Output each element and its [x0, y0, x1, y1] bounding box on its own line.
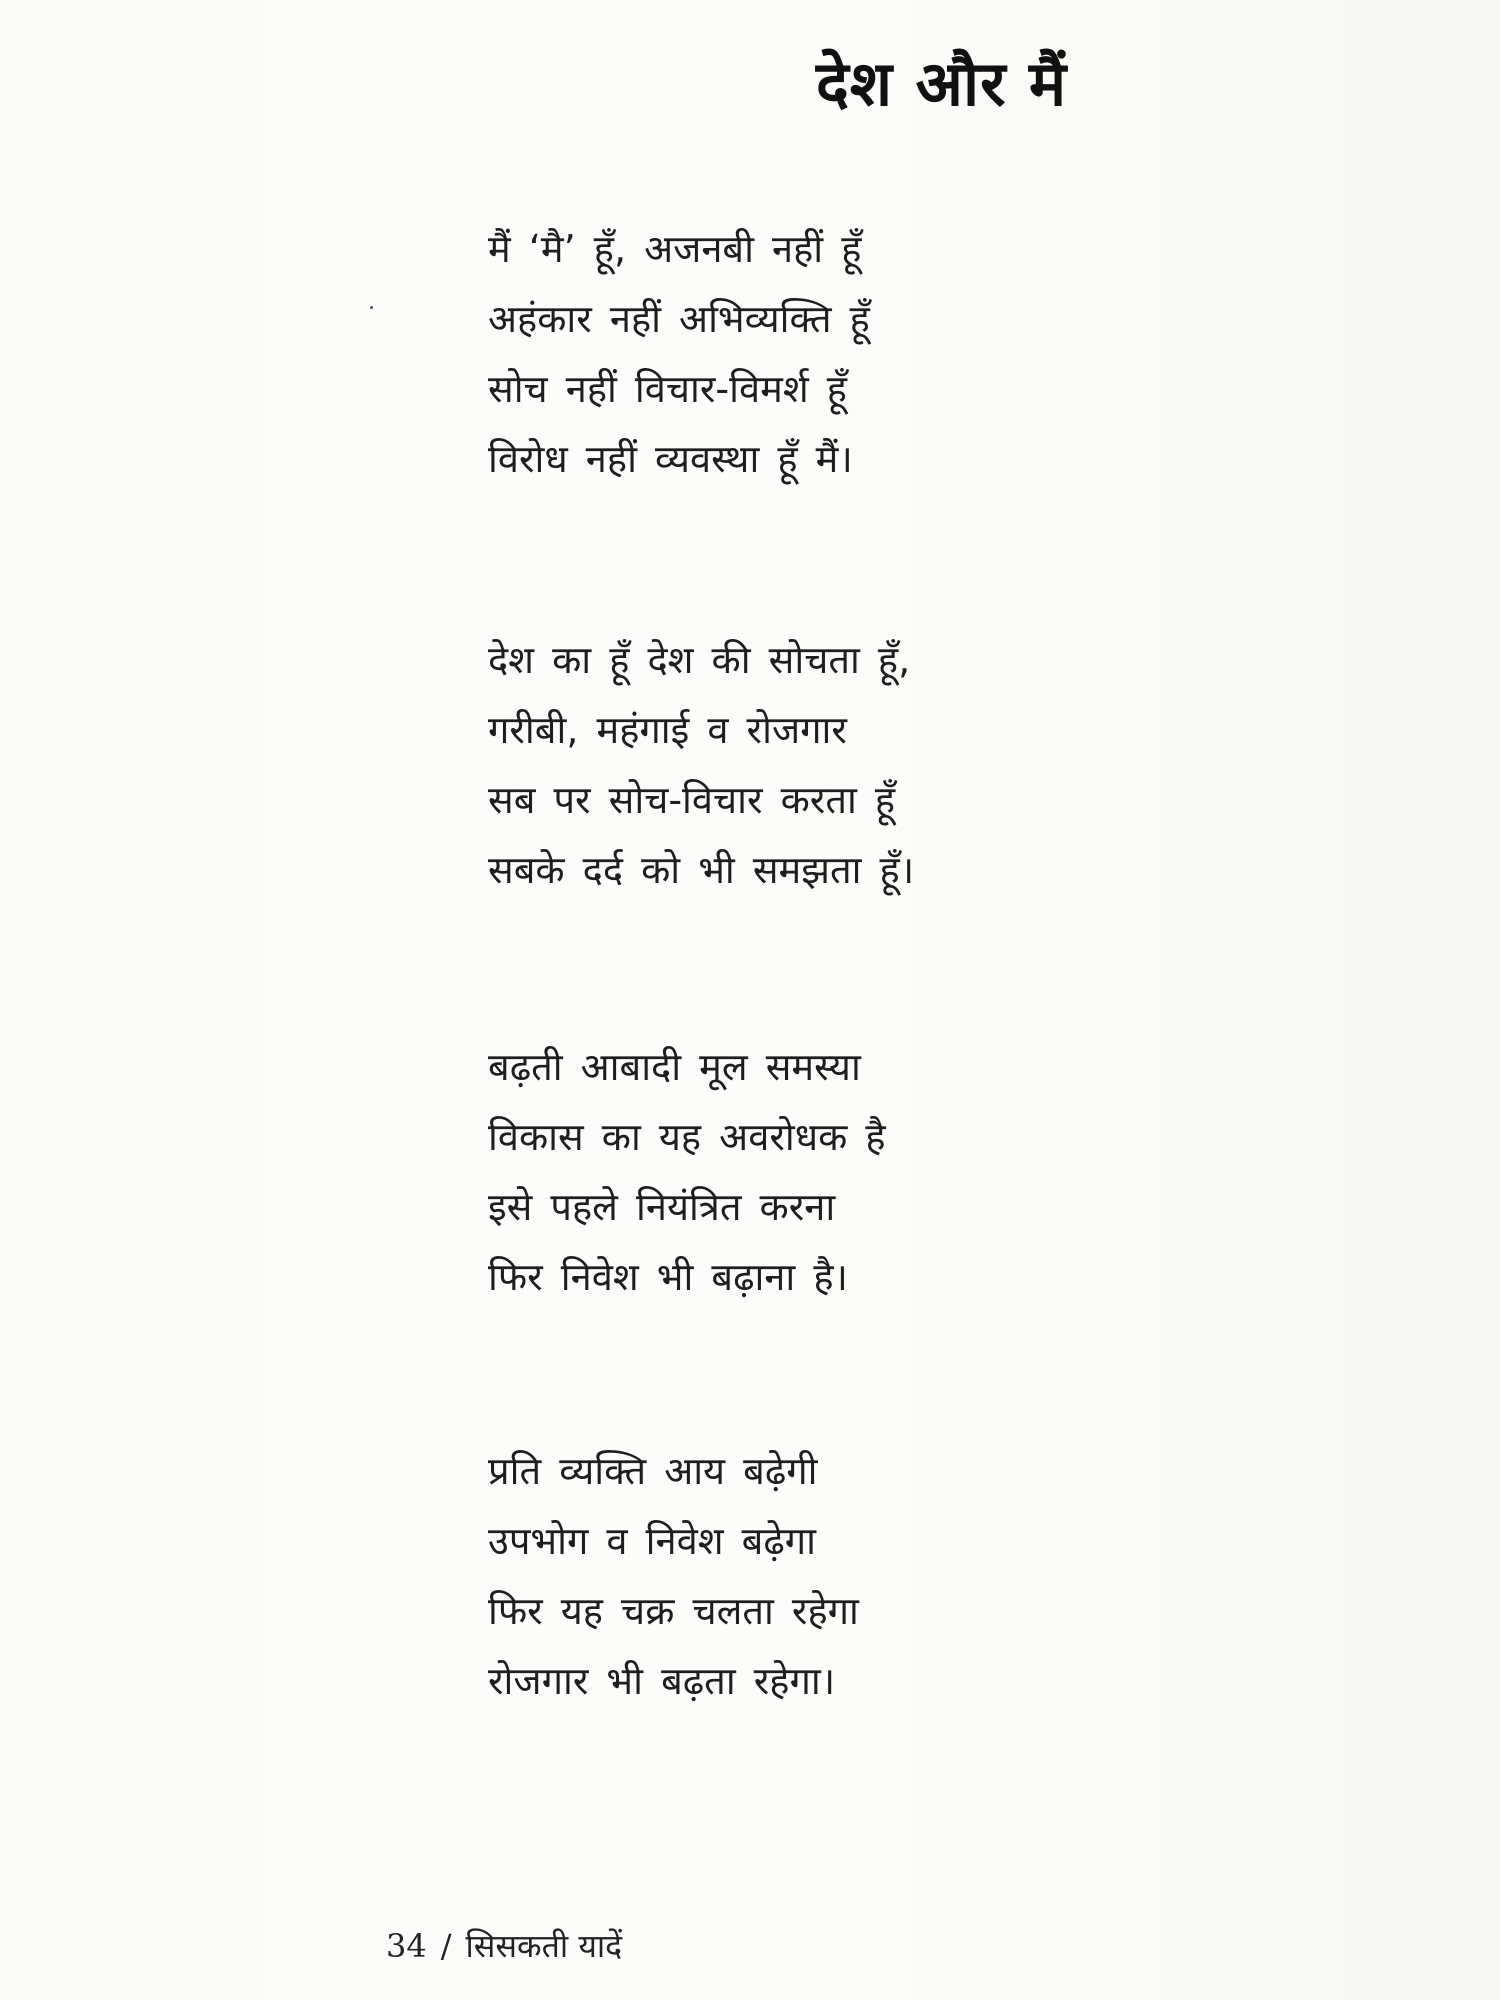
poem-line: इसे पहले नियंत्रित करना — [488, 1185, 836, 1229]
poem-line: बढ़ती आबादी मूल समस्या — [488, 1045, 861, 1089]
stanza-2 — [488, 625, 1088, 905]
poem-line: सबके दर्द को भी समझता हूँ। — [488, 848, 915, 892]
poem-title: देश और मैं — [816, 47, 1068, 120]
stanza-1 — [488, 214, 1088, 494]
poem-line: रोजगार भी बढ़ता रहेगा। — [488, 1659, 836, 1703]
poem-line: सब पर सोच-विचार करता हूँ — [488, 778, 896, 822]
poem-line: विकास का यह अवरोधक है — [488, 1115, 886, 1159]
book-title: सिसकती यादें — [465, 1927, 623, 1965]
page-number: 34 — [386, 1927, 427, 1965]
poem-line: सोच नहीं विचार-विमर्श हूँ — [488, 367, 847, 411]
stanza-3 — [488, 1032, 1088, 1312]
poem-line: फिर यह चक्र चलता रहेगा — [488, 1589, 859, 1633]
stanza-4 — [488, 1436, 1088, 1716]
poem-line: गरीबी, महंगाई व रोजगार — [488, 708, 847, 752]
poem-line: अहंकार नहीं अभिव्यक्ति हूँ — [488, 297, 870, 341]
poem-line: मैं ‘मै’ हूँ, अजनबी नहीं हूँ — [488, 227, 862, 271]
poem-line: देश का हूँ देश की सोचता हूँ, — [488, 638, 911, 682]
poem-line: प्रति व्यक्ति आय बढ़ेगी — [488, 1449, 818, 1493]
footer-separator: / — [440, 1927, 452, 1965]
poem-line: उपभोग व निवेश बढ़ेगा — [488, 1519, 816, 1563]
page-footer — [386, 1924, 622, 1967]
poem-line: फिर निवेश भी बढ़ाना है। — [488, 1255, 848, 1299]
ink-speck — [370, 306, 373, 309]
poem-line: विरोध नहीं व्यवस्था हूँ मैं। — [488, 437, 853, 481]
